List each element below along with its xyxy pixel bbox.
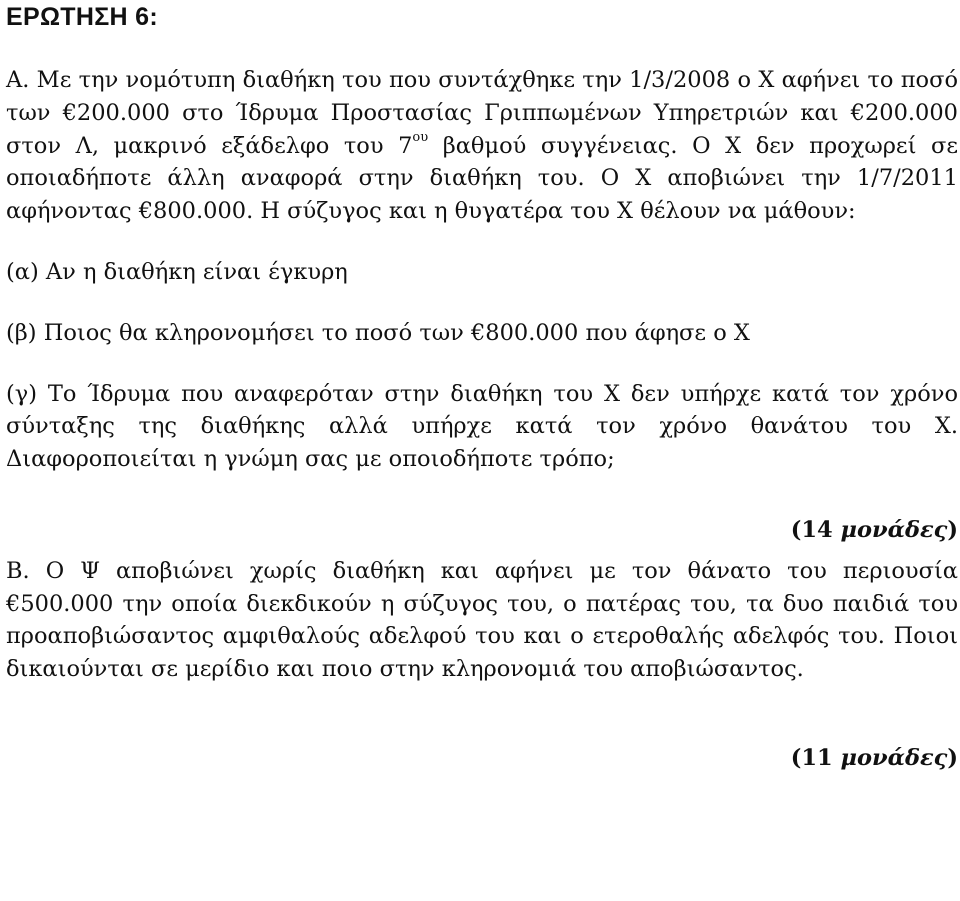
exam-page — [6, 0, 958, 775]
part-b-text: Β. Ο Ψ αποβιώνει χωρίς διαθήκη και αφήνει με τον θάνατο του περιουσία €500.000 την οποία διεκδικούν η σύζυγος του, ο πατέρας του, τα δυο παιδιά του προαποβιώσαντος αμφιθαλούς αδελφού του και ο ετεροθαλής αδελφός του. Ποιοι δικαιούνται σε μερίδιο και ποιο στην κληρονομιά του αποβιώσαντος. — [6, 557, 958, 683]
part-b-marks-open: (11 — [790, 744, 841, 771]
sub-question-gamma: (γ) Το Ίδρυμα που αναφερόταν στην διαθήκη του Χ δεν υπήρχε κατά τον χρόνο σύνταξης της διαθήκης αλλά υπήρχε κατά τον χρόνο θανάτου του Χ. Διαφοροποιείται η γνώμη σας με οποιοδήποτε τρόπο; — [6, 380, 958, 473]
part-b-marks-word: μονάδες — [840, 744, 948, 771]
part-a-marks-word: μονάδες — [840, 516, 948, 543]
part-a-intro — [6, 64, 958, 228]
question-heading: ΕΡΩΤΗΣΗ 6: — [6, 3, 158, 31]
part-b-marks-close: ) — [947, 744, 958, 771]
sub-question-beta: (β) Ποιος θα κληρονομήσει το ποσό των €800.000 που άφησε ο Χ — [6, 319, 750, 346]
part-b-marks — [6, 742, 958, 775]
sub-question-alpha: (α) Αν η διαθήκη είναι έγκυρη — [6, 258, 348, 285]
part-a-marks-close: ) — [947, 516, 958, 543]
part-a-marks-open: (14 — [790, 516, 841, 543]
part-a-intro-text-2: βαθμού συγγένειας. Ο Χ δεν προχωρεί σε οποιαδήποτε άλλη αναφορά στην διαθήκη του. Ο Χ αποβιώνει την 1/7/2011 αφήνοντας €800.000. Η σύζυγος και η θυγατέρα του Χ θέλουν να μάθουν: — [6, 132, 958, 225]
degree-superscript: ου — [412, 130, 429, 146]
part-a-marks — [6, 514, 958, 547]
part-a-intro-text-1: Α. Με την νομότυπη διαθήκη του που συντάχθηκε την 1/3/2008 ο Χ αφήνει το ποσό των €200.000 στο Ίδρυμα Προστασίας Γριππωμένων Υπηρετριών και €200.000 στον Λ, μακρινό εξάδελφο του 7 — [6, 67, 958, 159]
